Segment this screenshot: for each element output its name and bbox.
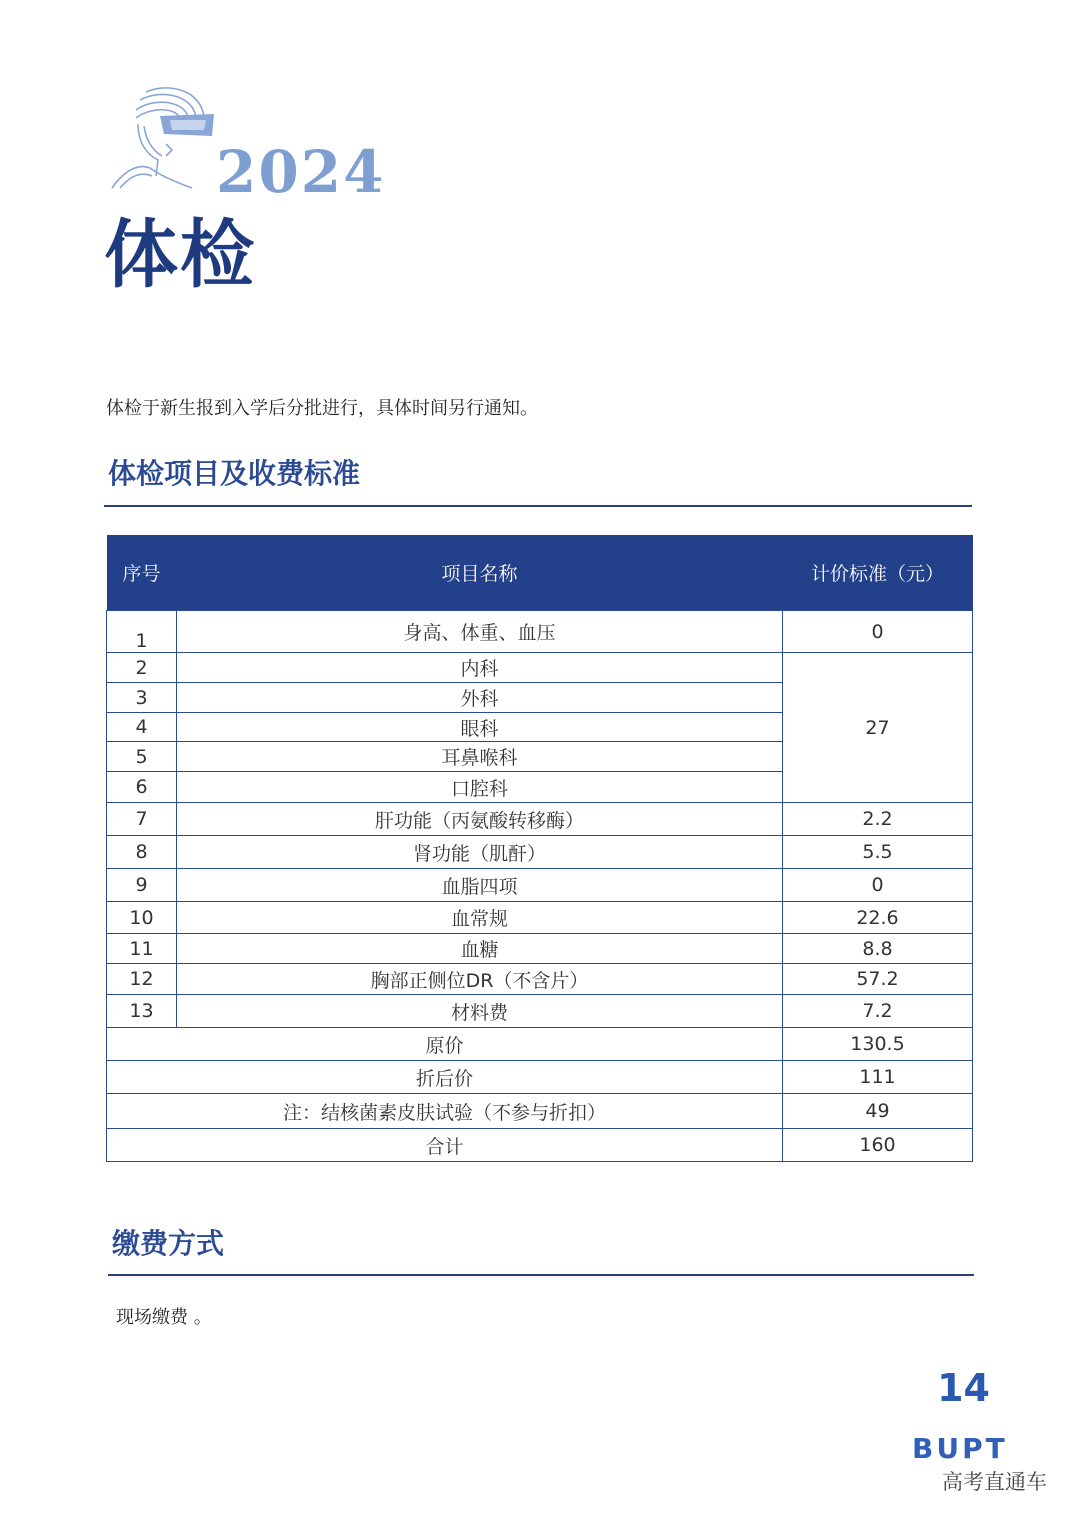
vr-head-logo-icon (106, 84, 226, 194)
section-divider (108, 1274, 974, 1276)
row-item: 身高、体重、血压 (177, 611, 783, 653)
row-price: 0 (783, 869, 973, 902)
row-number: 10 (107, 902, 177, 934)
column-header-price: 计价标准（元） (783, 535, 973, 610)
year-label: 2024 (216, 138, 386, 206)
watermark: 高考直通车 (942, 1470, 1047, 1494)
row-item: 内科 (177, 653, 783, 683)
summary-row (107, 1028, 973, 1061)
summary-value: 130.5 (783, 1028, 973, 1061)
table-row (107, 869, 973, 902)
table-row (107, 902, 973, 934)
summary-row (107, 1094, 973, 1129)
page-number: 14 (937, 1366, 990, 1410)
row-number: 12 (107, 964, 177, 995)
row-number: 8 (107, 836, 177, 869)
row-number: 2 (107, 653, 177, 683)
column-header-item: 项目名称 (177, 535, 783, 610)
payment-text: 现场缴费 。 (116, 1307, 212, 1328)
table-header-row (107, 535, 973, 610)
fee-section-title: 体检项目及收费标准 (108, 457, 361, 490)
fee-table (106, 535, 973, 1162)
summary-label: 原价 (107, 1028, 783, 1061)
summary-label: 折后价 (107, 1061, 783, 1094)
summary-label: 合计 (107, 1129, 783, 1162)
summary-value: 111 (783, 1061, 973, 1094)
table-row (107, 995, 973, 1028)
row-number: 1 (107, 611, 177, 653)
column-header-no: 序号 (107, 535, 177, 610)
row-number: 4 (107, 713, 177, 742)
row-item: 血脂四项 (177, 869, 783, 902)
table-row (107, 653, 973, 683)
row-price: 5.5 (783, 836, 973, 869)
row-number: 3 (107, 683, 177, 713)
row-item: 口腔科 (177, 772, 783, 803)
table-row (107, 934, 973, 964)
summary-row (107, 1061, 973, 1094)
row-item: 耳鼻喉科 (177, 742, 783, 772)
row-price: 2.2 (783, 803, 973, 836)
row-number: 9 (107, 869, 177, 902)
row-number: 7 (107, 803, 177, 836)
summary-value: 160 (783, 1129, 973, 1162)
row-price: 57.2 (783, 964, 973, 995)
row-item: 胸部正侧位DR（不含片） (177, 964, 783, 995)
merged-price-cell: 27 (783, 653, 973, 803)
row-price: 8.8 (783, 934, 973, 964)
page-title: 体检 (104, 212, 256, 298)
table-row (107, 836, 973, 869)
summary-value: 49 (783, 1094, 973, 1129)
row-item: 外科 (177, 683, 783, 713)
row-item: 血常规 (177, 902, 783, 934)
row-number: 6 (107, 772, 177, 803)
intro-text: 体检于新生报到入学后分批进行，具体时间另行通知。 (106, 398, 538, 419)
row-item: 眼科 (177, 713, 783, 742)
row-price: 7.2 (783, 995, 973, 1028)
row-item: 材料费 (177, 995, 783, 1028)
table-row (107, 803, 973, 836)
row-price: 22.6 (783, 902, 973, 934)
row-number: 5 (107, 742, 177, 772)
row-price: 0 (783, 611, 973, 653)
row-item: 肾功能（肌酐） (177, 836, 783, 869)
brand-logo: BUPT (912, 1432, 1008, 1465)
table-row (107, 611, 973, 653)
payment-section-title: 缴费方式 (112, 1227, 225, 1260)
row-item: 肝功能（丙氨酸转移酶） (177, 803, 783, 836)
summary-row (107, 1129, 973, 1162)
summary-label: 注：结核菌素皮肤试验（不参与折扣） (107, 1094, 783, 1129)
section-divider (104, 505, 972, 507)
row-number: 11 (107, 934, 177, 964)
table-row (107, 964, 973, 995)
row-number: 13 (107, 995, 177, 1028)
row-item: 血糖 (177, 934, 783, 964)
